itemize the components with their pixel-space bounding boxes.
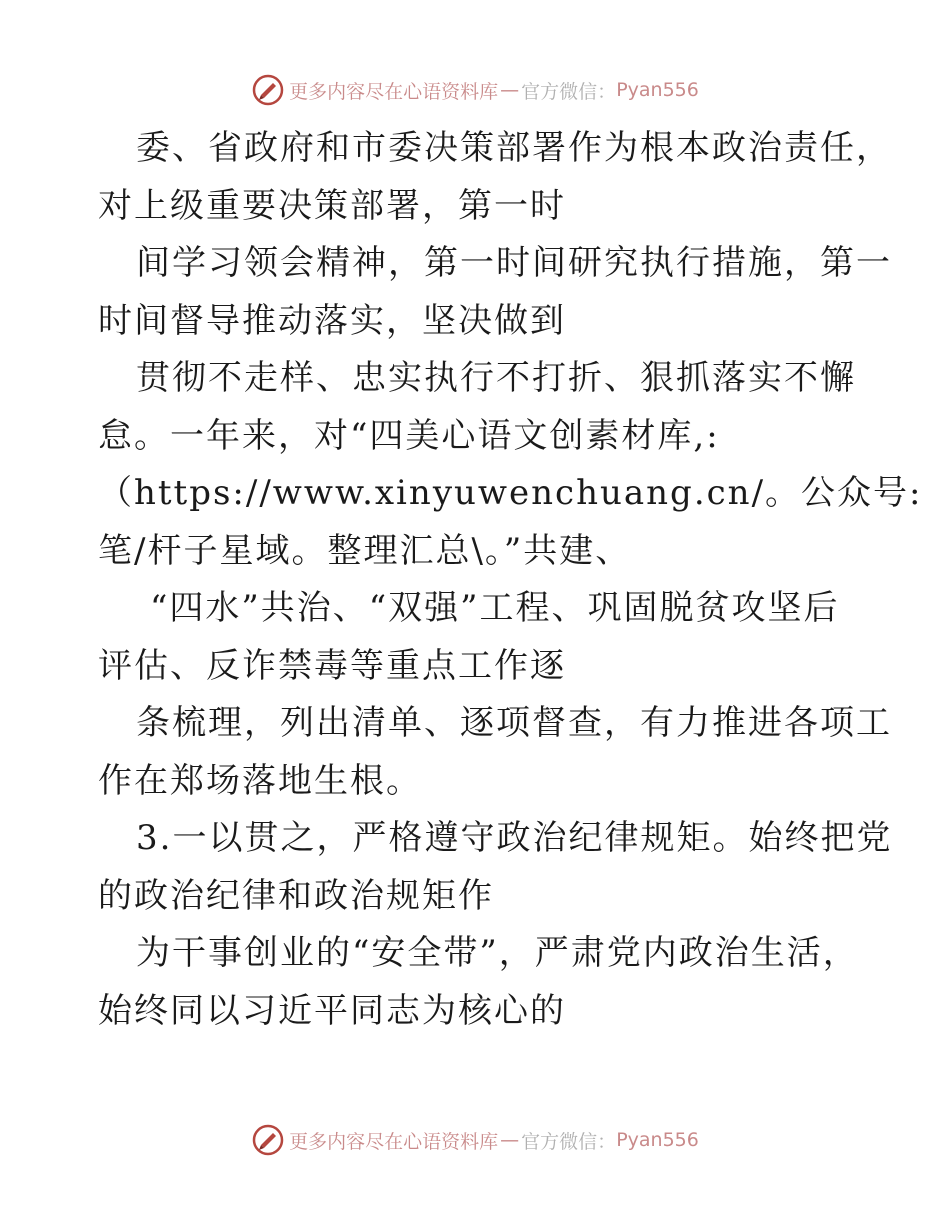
watermark-brand: 官方微信：	[521, 80, 617, 103]
paragraph-line: 的政治纪律和政治规矩作	[98, 875, 494, 916]
paragraph-line: 条梳理，列出清单、逐项督查，有力推进各项工	[136, 703, 892, 743]
paragraph-line: 作在郑场落地生根。	[98, 760, 422, 801]
watermark-handle: Pyan556	[616, 79, 699, 101]
paragraph-line: （https://www.xinyuwenchuang.cn/。公众号:	[98, 473, 923, 513]
paragraph-line: 3.一以贯之，严格遵守政治纪律规矩。始终把党	[136, 818, 893, 858]
paragraph-line: 怠。一年来，对“四美心语文创素材库,:	[98, 415, 720, 456]
watermark-dash: —	[500, 1129, 520, 1151]
logo-icon	[251, 1123, 285, 1157]
watermark-brand: 官方微信：	[521, 1130, 617, 1153]
paragraph-line: 为干事创业的“安全带”，严肃党内政治生活，	[136, 933, 859, 973]
header-watermark	[0, 70, 950, 110]
watermark-text: 更多内容尽在心语资料库	[289, 80, 499, 103]
paragraph-line: 对上级重要决策部署，第一时	[98, 185, 566, 226]
logo-icon	[251, 73, 285, 107]
footer-watermark	[0, 1120, 950, 1160]
paragraph-line: 始终同以习近平同志为核心的	[98, 990, 566, 1031]
paragraph-line: 间学习领会精神，第一时间研究执行措施，第一	[136, 243, 892, 283]
paragraph-line: 评估、反诈禁毒等重点工作逐	[98, 645, 566, 686]
paragraph-line: 时间督导推动落实，坚决做到	[98, 300, 566, 341]
document-body	[98, 120, 923, 1040]
paragraph-line: 委、省政府和市委决策部署作为根本政治责任，	[136, 128, 892, 168]
paragraph-line: 笔/杆子星域。整理汇总\。”共建、	[98, 530, 632, 571]
watermark-text: 更多内容尽在心语资料库	[289, 1130, 499, 1153]
paragraph-line: 贯彻不走样、忠实执行不打折、狠抓落实不懈	[136, 358, 856, 398]
watermark-handle: Pyan556	[616, 1129, 699, 1151]
paragraph-line: “四水”共治、“双强”工程、巩固脱贫攻坚后	[150, 588, 840, 628]
watermark-dash: —	[500, 79, 520, 101]
